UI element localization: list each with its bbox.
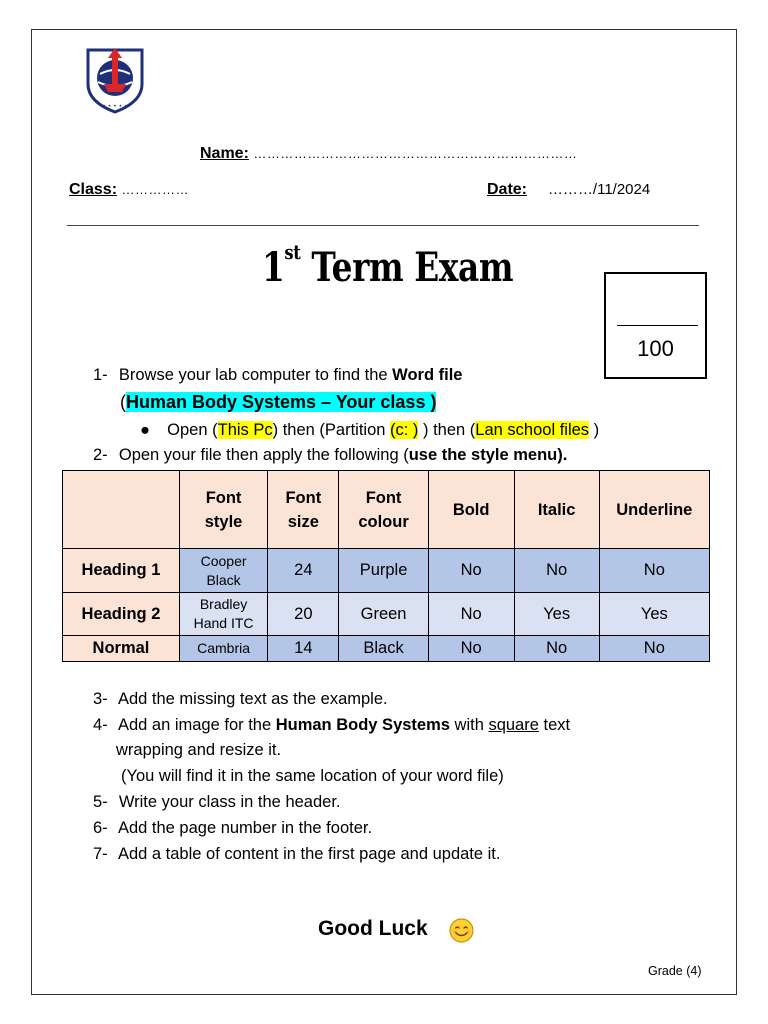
score-blank-line <box>617 325 698 326</box>
instruction-bold-text: Word file <box>392 366 463 384</box>
cell-underline: Yes <box>599 593 709 636</box>
svg-text:• • • • •: • • • • • <box>102 103 128 110</box>
table-header-empty <box>63 471 180 549</box>
instruction-text: Add the page number in the footer. <box>117 819 373 837</box>
name-label: Name: <box>200 145 249 162</box>
row-heading: Normal <box>63 636 180 662</box>
instruction-number: 7- <box>93 845 108 863</box>
instruction-number: 4- <box>93 716 108 734</box>
instruction-number: 2- <box>93 446 108 464</box>
instruction-5 <box>93 793 341 812</box>
bullet-text: ) then (Partition <box>272 421 391 439</box>
cell-italic: Yes <box>514 593 599 636</box>
title-number: 1 <box>262 244 285 291</box>
table-header: Font size <box>268 471 339 549</box>
cell-font-colour: Black <box>339 636 428 662</box>
cell-font-colour: Green <box>339 593 428 636</box>
cell-bold: No <box>428 593 514 636</box>
instruction-underlined-text: square <box>488 716 539 734</box>
table-row <box>63 636 710 662</box>
style-table <box>62 470 710 662</box>
cell-italic: No <box>514 549 599 593</box>
instruction-text: Write your class in the header. <box>118 793 341 811</box>
table-header: Italic <box>514 471 599 549</box>
instruction-7 <box>93 845 500 864</box>
instruction-text: Browse your lab computer to find the <box>118 366 393 384</box>
instruction-4-line2: wrapping and resize it. <box>116 741 282 759</box>
instruction-4 <box>93 716 570 735</box>
page-title <box>262 240 514 291</box>
instruction-2 <box>93 446 567 465</box>
name-blank: ……………………………………………………………… <box>253 146 578 161</box>
class-blank: …………… <box>121 182 189 197</box>
instruction-text: Add a table of content in the first page and update it. <box>117 845 501 863</box>
date-value: ………/11/2024 <box>547 181 651 198</box>
bullet-icon: ● <box>140 421 150 439</box>
table-header: Font style <box>179 471 267 549</box>
target-file-name <box>120 392 436 413</box>
cell-bold: No <box>428 549 514 593</box>
row-heading: Heading 2 <box>63 593 180 636</box>
bullet-text: ) <box>589 421 600 439</box>
cell-font-size: 20 <box>268 593 339 636</box>
highlight-this-pc: This Pc <box>217 421 273 439</box>
date-label: Date: <box>487 181 528 198</box>
cell-font-colour: Purple <box>339 549 428 593</box>
instruction-1 <box>93 366 462 385</box>
cell-font-size: 24 <box>268 549 339 593</box>
cell-font-style: Bradley Hand ITC <box>179 593 267 636</box>
cell-underline: No <box>599 636 709 662</box>
cell-italic: No <box>514 636 599 662</box>
cell-font-style: Cambria <box>179 636 267 662</box>
title-suffix: st <box>284 240 301 264</box>
table-header: Bold <box>428 471 514 549</box>
class-label: Class: <box>69 181 118 198</box>
cell-font-size: 14 <box>268 636 339 662</box>
cell-underline: No <box>599 549 709 593</box>
instruction-number: 5- <box>93 793 108 811</box>
bullet-text: Open ( <box>167 421 218 439</box>
instruction-1-bullet <box>140 421 599 440</box>
instruction-number: 6- <box>93 819 108 837</box>
table-header-row <box>63 471 710 549</box>
school-crest-icon <box>80 44 150 114</box>
instruction-text: text <box>538 716 571 734</box>
instruction-bold-text: Human Body Systems <box>275 716 450 734</box>
bullet-text: ) then ( <box>418 421 476 439</box>
cell-bold: No <box>428 636 514 662</box>
smiling-face-icon <box>449 918 474 943</box>
row-heading: Heading 1 <box>63 549 180 593</box>
instruction-text: with <box>449 716 489 734</box>
cell-font-style: Cooper Black <box>179 549 267 593</box>
instruction-bold-text: use the style menu). <box>408 446 568 464</box>
table-header: Underline <box>599 471 709 549</box>
score-box <box>604 272 707 379</box>
instruction-6 <box>93 819 372 838</box>
file-name-highlight: Human Body Systems – Your class ) <box>126 392 437 412</box>
instruction-4-note: (You will find it in the same location of your word file) <box>121 767 504 785</box>
grade-label: Grade (4) <box>648 964 702 978</box>
instruction-number: 3- <box>93 690 108 708</box>
title-text: Term Exam <box>311 244 514 291</box>
score-total: 100 <box>637 336 674 361</box>
instruction-text: Open your file then apply the following ( <box>118 446 409 464</box>
instruction-3 <box>93 690 388 709</box>
table-header: Font colour <box>339 471 428 549</box>
highlight-partition: (c: ) <box>390 421 419 439</box>
file-paren: ( <box>120 392 126 412</box>
table-row <box>63 593 710 636</box>
highlight-lan-school-files: Lan school files <box>475 421 590 439</box>
good-luck-text: Good Luck <box>318 917 428 940</box>
header-divider <box>67 225 699 226</box>
instruction-text: Add the missing text as the example. <box>117 690 388 708</box>
table-row <box>63 549 710 593</box>
instruction-text: Add an image for the <box>117 716 276 734</box>
instruction-number: 1- <box>93 366 108 384</box>
